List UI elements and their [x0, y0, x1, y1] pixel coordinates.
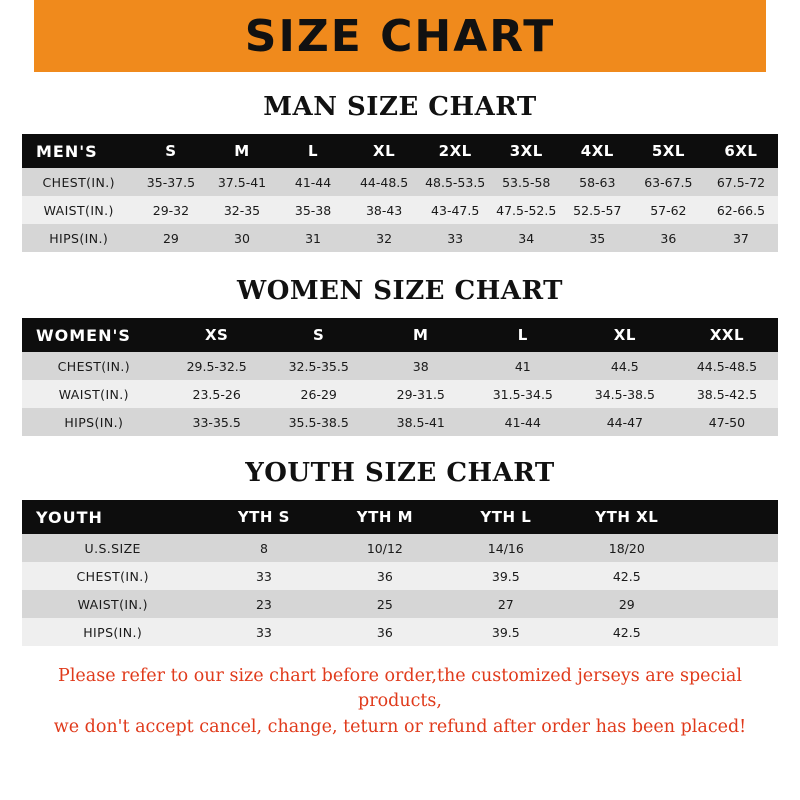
youth-ussize-m: 10/12 [324, 534, 445, 562]
table-header-row [22, 500, 778, 534]
table-header-row [22, 134, 778, 168]
men-header-m: M [206, 134, 277, 168]
youth-size-table [22, 500, 778, 646]
table-row [22, 562, 778, 590]
men-chest-5xl: 63-67.5 [633, 168, 704, 196]
men-waist-3xl: 47.5-52.5 [491, 196, 562, 224]
women-chest-xl: 44.5 [574, 352, 676, 380]
women-header-m: M [370, 318, 472, 352]
youth-chest-spacer [687, 562, 778, 590]
table-header-row [22, 318, 778, 352]
men-hips-s: 29 [135, 224, 206, 252]
men-waist-label: WAIST(IN.) [22, 196, 135, 224]
men-hips-6xl: 37 [704, 224, 778, 252]
women-chest-s: 32.5-35.5 [268, 352, 370, 380]
youth-waist-xl: 29 [566, 590, 687, 618]
men-hips-5xl: 36 [633, 224, 704, 252]
youth-chest-xl: 42.5 [566, 562, 687, 590]
men-header-4xl: 4XL [562, 134, 633, 168]
youth-hips-l: 39.5 [445, 618, 566, 646]
youth-waist-m: 25 [324, 590, 445, 618]
men-hips-4xl: 35 [562, 224, 633, 252]
youth-header-s: YTH S [203, 500, 324, 534]
women-header-xl: XL [574, 318, 676, 352]
women-header-xxl: XXL [676, 318, 778, 352]
men-hips-xl: 32 [349, 224, 420, 252]
header-right-notch [766, 0, 800, 72]
youth-waist-label: WAIST(IN.) [22, 590, 203, 618]
youth-ussize-s: 8 [203, 534, 324, 562]
men-header-5xl: 5XL [633, 134, 704, 168]
women-section-title: WOMEN SIZE CHART [237, 276, 563, 306]
youth-hips-spacer [687, 618, 778, 646]
men-hips-m: 30 [206, 224, 277, 252]
women-chest-label: CHEST(IN.) [22, 352, 166, 380]
men-waist-m: 32-35 [206, 196, 277, 224]
men-waist-4xl: 52.5-57 [562, 196, 633, 224]
men-waist-2xl: 43-47.5 [420, 196, 491, 224]
women-chest-m: 38 [370, 352, 472, 380]
table-row [22, 352, 778, 380]
women-header-xs: XS [166, 318, 268, 352]
men-hips-3xl: 34 [491, 224, 562, 252]
youth-waist-spacer [687, 590, 778, 618]
chart-content [0, 92, 800, 740]
women-hips-xl: 44-47 [574, 408, 676, 436]
youth-ussize-spacer [687, 534, 778, 562]
table-row [22, 618, 778, 646]
youth-chest-s: 33 [203, 562, 324, 590]
women-hips-l: 41-44 [472, 408, 574, 436]
page-title: SIZE CHART [244, 10, 556, 62]
men-hips-label: HIPS(IN.) [22, 224, 135, 252]
women-header-label: WOMEN'S [22, 318, 166, 352]
table-row [22, 224, 778, 252]
men-hips-l: 31 [278, 224, 349, 252]
men-header-xl: XL [349, 134, 420, 168]
youth-hips-s: 33 [203, 618, 324, 646]
footer-line-1: Please refer to our size chart before order,the customized jerseys are special products, [58, 666, 742, 712]
men-chest-3xl: 53.5-58 [491, 168, 562, 196]
women-waist-xl: 34.5-38.5 [574, 380, 676, 408]
youth-hips-m: 36 [324, 618, 445, 646]
women-waist-xs: 23.5-26 [166, 380, 268, 408]
youth-chest-m: 36 [324, 562, 445, 590]
women-hips-xs: 33-35.5 [166, 408, 268, 436]
men-hips-2xl: 33 [420, 224, 491, 252]
men-section-title: MAN SIZE CHART [263, 92, 537, 122]
women-hips-s: 35.5-38.5 [268, 408, 370, 436]
men-waist-l: 35-38 [278, 196, 349, 224]
men-waist-s: 29-32 [135, 196, 206, 224]
men-chest-m: 37.5-41 [206, 168, 277, 196]
men-chest-s: 35-37.5 [135, 168, 206, 196]
footer-disclaimer [22, 664, 778, 740]
women-waist-xxl: 38.5-42.5 [676, 380, 778, 408]
youth-chest-l: 39.5 [445, 562, 566, 590]
youth-hips-xl: 42.5 [566, 618, 687, 646]
men-waist-xl: 38-43 [349, 196, 420, 224]
youth-header-l: YTH L [445, 500, 566, 534]
youth-ussize-l: 14/16 [445, 534, 566, 562]
women-chest-xs: 29.5-32.5 [166, 352, 268, 380]
women-size-table [22, 318, 778, 436]
table-row [22, 196, 778, 224]
men-header-l: L [278, 134, 349, 168]
youth-waist-l: 27 [445, 590, 566, 618]
youth-header-xl: YTH XL [566, 500, 687, 534]
men-size-table [22, 134, 778, 252]
youth-ussize-label: U.S.SIZE [22, 534, 203, 562]
youth-chest-label: CHEST(IN.) [22, 562, 203, 590]
men-chest-label: CHEST(IN.) [22, 168, 135, 196]
men-header-2xl: 2XL [420, 134, 491, 168]
women-chest-l: 41 [472, 352, 574, 380]
table-row [22, 408, 778, 436]
women-hips-xxl: 47-50 [676, 408, 778, 436]
men-header-s: S [135, 134, 206, 168]
youth-header-label: YOUTH [22, 500, 203, 534]
women-header-l: L [472, 318, 574, 352]
youth-section-title: YOUTH SIZE CHART [245, 458, 555, 488]
youth-header-m: YTH M [324, 500, 445, 534]
women-chest-xxl: 44.5-48.5 [676, 352, 778, 380]
women-hips-m: 38.5-41 [370, 408, 472, 436]
women-hips-label: HIPS(IN.) [22, 408, 166, 436]
youth-ussize-xl: 18/20 [566, 534, 687, 562]
header-banner [0, 0, 800, 72]
youth-header-spacer [687, 500, 778, 534]
men-chest-2xl: 48.5-53.5 [420, 168, 491, 196]
youth-hips-label: HIPS(IN.) [22, 618, 203, 646]
men-waist-6xl: 62-66.5 [704, 196, 778, 224]
men-header-label: MEN'S [22, 134, 135, 168]
youth-waist-s: 23 [203, 590, 324, 618]
table-row [22, 534, 778, 562]
men-chest-6xl: 67.5-72 [704, 168, 778, 196]
men-header-3xl: 3XL [491, 134, 562, 168]
men-chest-4xl: 58-63 [562, 168, 633, 196]
table-row [22, 590, 778, 618]
men-chest-l: 41-44 [278, 168, 349, 196]
table-row [22, 168, 778, 196]
table-row [22, 380, 778, 408]
header-left-notch [0, 0, 34, 72]
women-waist-l: 31.5-34.5 [472, 380, 574, 408]
footer-line-2: we don't accept cancel, change, teturn or refund after order has been placed! [53, 716, 747, 737]
women-waist-m: 29-31.5 [370, 380, 472, 408]
women-header-s: S [268, 318, 370, 352]
men-chest-xl: 44-48.5 [349, 168, 420, 196]
men-header-6xl: 6XL [704, 134, 778, 168]
women-waist-label: WAIST(IN.) [22, 380, 166, 408]
men-waist-5xl: 57-62 [633, 196, 704, 224]
women-waist-s: 26-29 [268, 380, 370, 408]
